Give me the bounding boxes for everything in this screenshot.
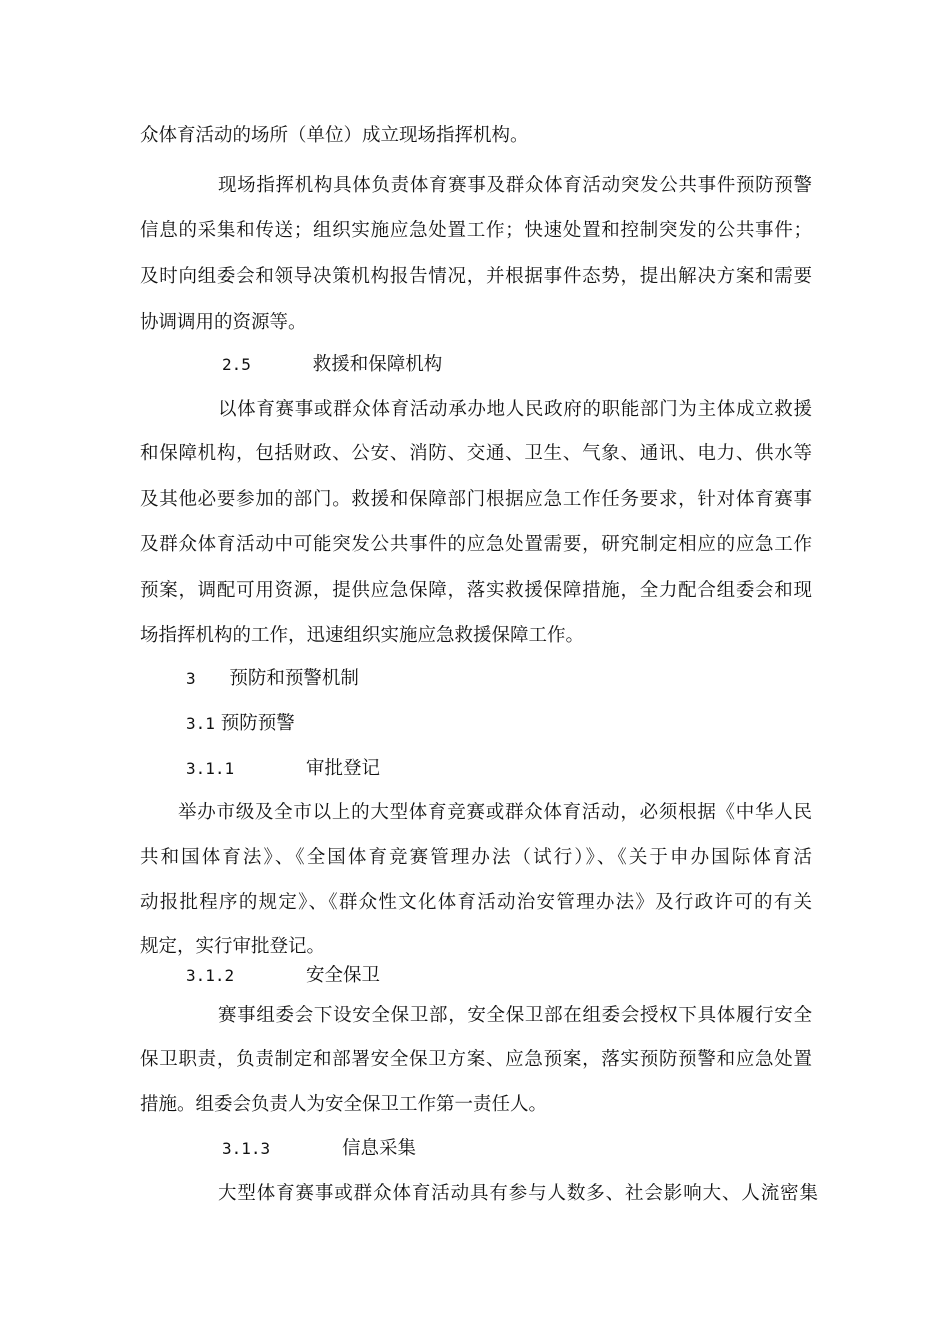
paragraph-line: 及时向组委会和领导决策机构报告情况，并根据事件态势，提出解决方案和需要: [140, 266, 812, 287]
section-heading-3-1-1: [186, 756, 380, 782]
paragraph-line: 场指挥机构的工作，迅速组织实施应急救援保障工作。: [140, 625, 585, 646]
section-heading-3: [186, 666, 359, 692]
section-title: 信息采集: [341, 1138, 416, 1159]
paragraph-line: 众体育活动的场所（单位）成立现场指挥机构。: [140, 125, 529, 146]
section-number: 3.1.1: [186, 759, 235, 778]
paragraph-line: 及群众体育活动中可能突发公共事件的应急处置需要，研究制定相应的应急工作: [140, 534, 812, 555]
section-number: 3.1.3: [222, 1139, 271, 1158]
paragraph-line: 举办市级及全市以上的大型体育竞赛或群众体育活动，必须根据《中华人民: [178, 802, 812, 823]
paragraph-line: 预案，调配可用资源，提供应急保障，落实救援保障措施，全力配合组委会和现: [140, 580, 812, 601]
paragraph-line: 赛事组委会下设安全保卫部，安全保卫部在组委会授权下具体履行安全: [218, 1005, 812, 1026]
section-heading-3-1-3: [222, 1136, 416, 1162]
section-title: 救援和保障机构: [312, 354, 443, 375]
section-title: 预防和预警机制: [229, 668, 359, 689]
section-number: 3.1.2: [186, 966, 235, 985]
paragraph-line: 动报批程序的规定》、《群众性文化体育活动治安管理办法》及行政许可的有关: [140, 892, 812, 913]
section-heading-3-1-2: [186, 963, 380, 989]
paragraph-line: 以体育赛事或群众体育活动承办地人民政府的职能部门为主体成立救援: [218, 399, 812, 420]
paragraph-line: 大型体育赛事或群众体育活动具有参与人数多、社会影响大、人流密集: [218, 1183, 818, 1204]
paragraph-line: 信息的采集和传送；组织实施应急处置工作；快速处置和控制突发的公共事件；: [140, 220, 812, 241]
paragraph-line: 规定，实行审批登记。: [140, 936, 326, 957]
section-number: 3.1: [186, 714, 215, 733]
section-title: 预防预警: [220, 713, 295, 734]
paragraph-line: 和保障机构，包括财政、公安、消防、交通、卫生、气象、通讯、电力、供水等: [140, 443, 812, 464]
section-number: 3: [186, 669, 196, 688]
section-title: 安全保卫: [305, 965, 380, 986]
section-heading-3-1: [186, 711, 295, 737]
paragraph-line: 及其他必要参加的部门。救援和保障部门根据应急工作任务要求，针对体育赛事: [140, 489, 812, 510]
section-number: 2.5: [222, 355, 251, 374]
paragraph-line: 现场指挥机构具体负责体育赛事及群众体育活动突发公共事件预防预警: [218, 175, 812, 196]
paragraph-line: 共和国体育法》、《全国体育竞赛管理办法（试行）》、《关于申办国际体育活: [140, 847, 812, 868]
paragraph-line: 保卫职责，负责制定和部署安全保卫方案、应急预案，落实预防预警和应急处置: [140, 1049, 812, 1070]
section-heading-2-5: [222, 352, 442, 378]
paragraph-line: 协调调用的资源等。: [140, 312, 307, 333]
section-title: 审批登记: [305, 758, 380, 779]
paragraph-line: 措施。组委会负责人为安全保卫工作第一责任人。: [140, 1094, 548, 1115]
